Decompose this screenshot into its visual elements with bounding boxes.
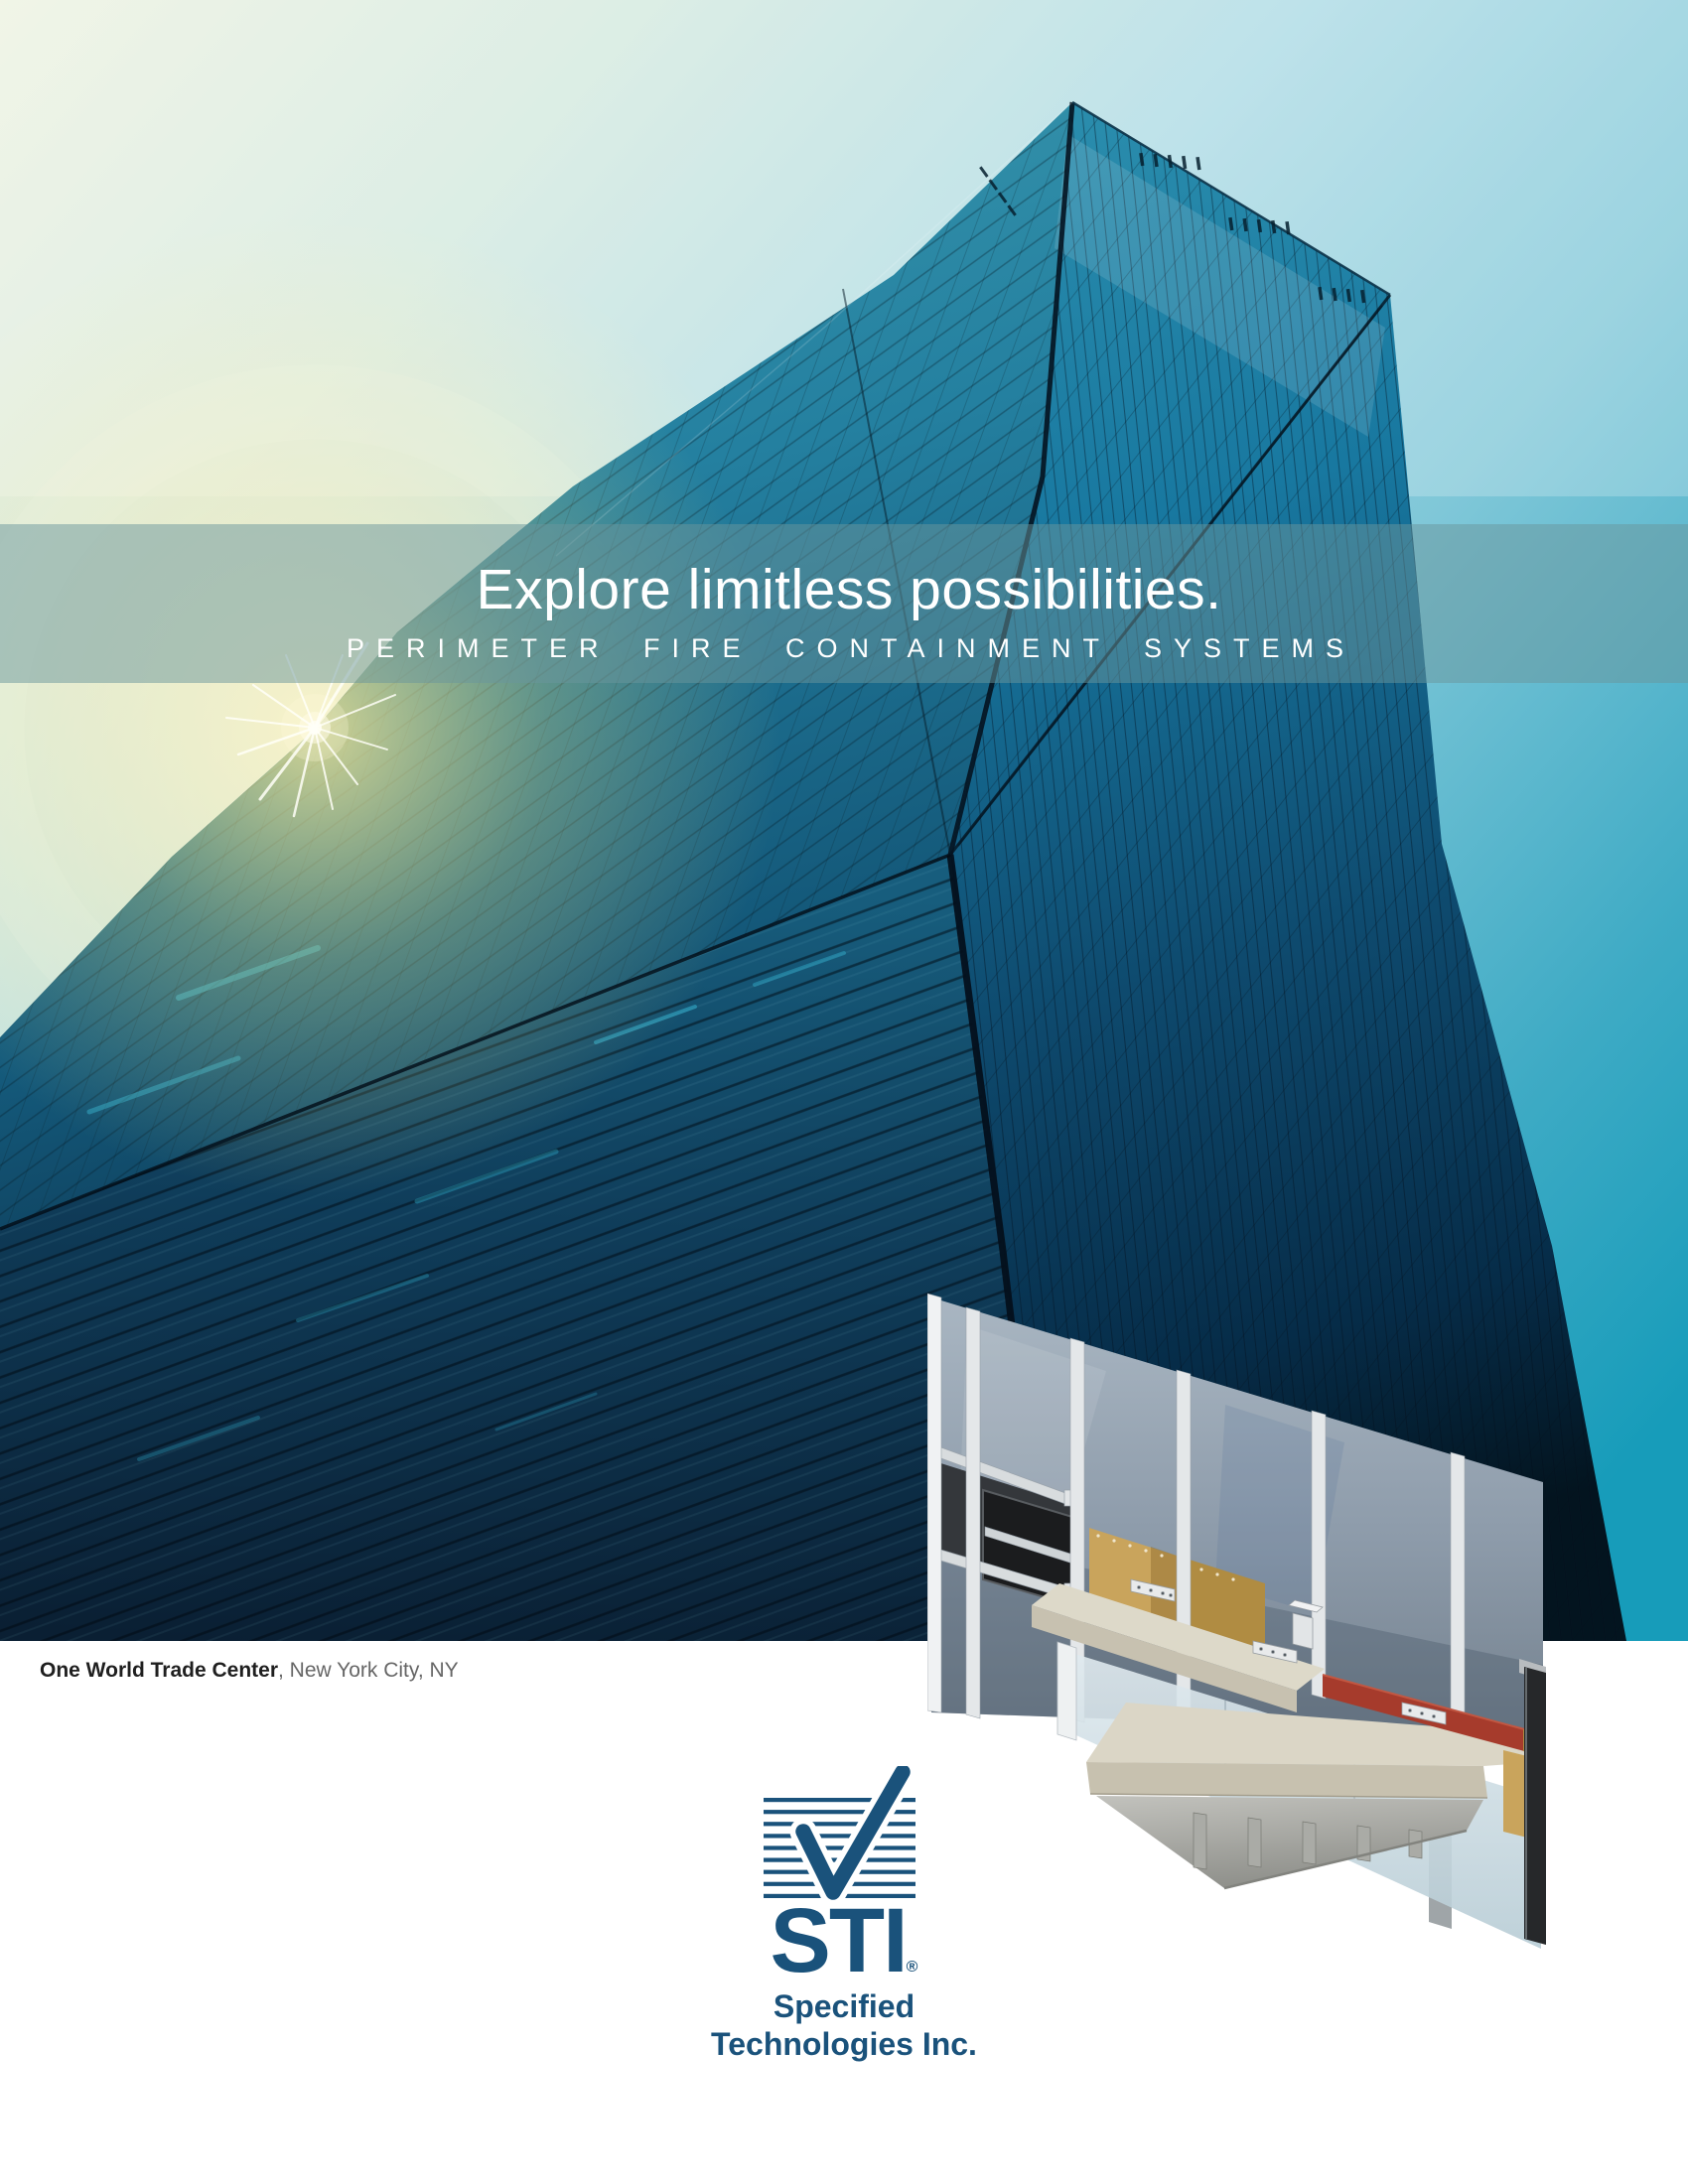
logo-company-line1: Specified: [773, 1988, 915, 2024]
page-title: Explore limitless possibilities.: [476, 558, 1222, 621]
caption-building-name: One World Trade Center: [40, 1659, 278, 1682]
logo-company-line2: Technologies Inc.: [711, 2026, 977, 2062]
photo-caption: [40, 1658, 459, 1683]
logo-acronym: STI®: [770, 1890, 918, 1991]
perimeter-fire-containment-cutaway-illustration: [927, 1286, 1549, 1995]
hero-banner: [0, 524, 1688, 683]
caption-location: , New York City, NY: [278, 1659, 459, 1682]
logo-checkmark-lines-icon: [763, 1766, 917, 1905]
registered-mark: ®: [906, 1959, 918, 1976]
page-subtitle: PERIMETER FIRE CONTAINMENT SYSTEMS: [346, 633, 1356, 663]
